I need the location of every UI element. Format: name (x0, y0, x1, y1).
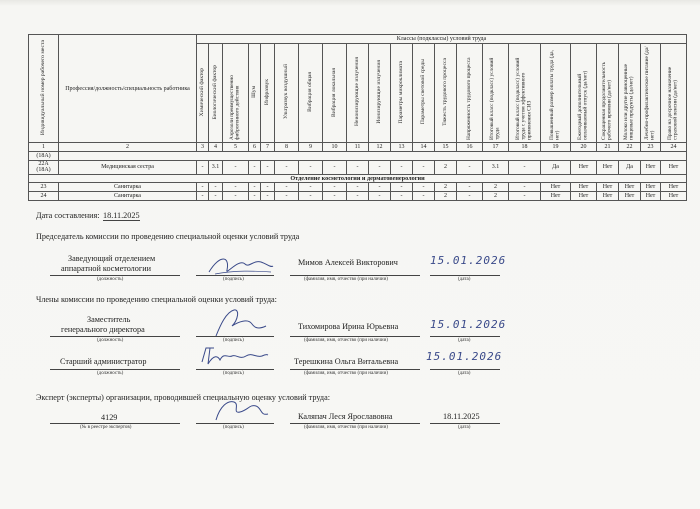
column-number: 14 (413, 143, 435, 152)
member1-name: Тихомирова Ирина Юрьевна (298, 322, 399, 331)
table-cell: - (223, 161, 249, 175)
header-workplace-number: Индивидуальный номер рабочего места (29, 35, 59, 143)
table-cell: - (323, 182, 347, 191)
header-profession: Профессия/должность/специальность работника (59, 35, 197, 143)
caption-position: (должность) (97, 338, 124, 343)
column-numbers-row (29, 143, 687, 152)
table-cell: Да (541, 161, 571, 175)
table-cell: - (261, 191, 275, 200)
header-factor: Тяжесть трудового процесса (435, 44, 457, 143)
table-cell: - (249, 191, 261, 200)
table-cell: - (457, 161, 483, 175)
header-factor: Аэрозоли преимущественно фиброгенного действия (223, 44, 249, 143)
expert-registry-number: 4129 (101, 413, 118, 422)
column-number: 23 (641, 143, 661, 152)
working-conditions-table (28, 34, 687, 201)
header-result: Молоко или другие равноценные пищевые продукты (да/нет) (619, 44, 641, 143)
column-number: 7 (261, 143, 275, 152)
chair-position: аппаратной косметологии (61, 264, 151, 273)
header-factor: Ионизирующие излучения (369, 44, 391, 143)
column-number: 20 (571, 143, 597, 152)
workplace-id: (18А) (29, 152, 59, 161)
table-cell: - (391, 191, 413, 200)
header-conditions-group: Классы (подклассы) условий труда (197, 35, 687, 44)
table-cell: - (209, 182, 223, 191)
caption-fio: (фамилия, имя, отчество (при наличии) (304, 338, 388, 343)
table-cell: - (413, 182, 435, 191)
table-cell: - (347, 161, 369, 175)
table-cell: Нет (641, 182, 661, 191)
table-cell: Нет (619, 182, 641, 191)
section-title: Отделение косметологии и дерматовенерологии (29, 174, 687, 182)
header-factor: Ультразвук воздушный (275, 44, 299, 143)
column-number: 24 (661, 143, 687, 152)
table-cell: - (275, 161, 299, 175)
expert-heading: Эксперт (эксперты) организации, проводившей специальную оценку условий труда: (36, 393, 330, 402)
caption-fio: (фамилия, имя, отчество (при наличии) (304, 277, 388, 282)
table-cell: - (223, 191, 249, 200)
column-number: 6 (249, 143, 261, 152)
expert-name: Каляпач Леся Ярославовна (298, 412, 393, 421)
table-cell: - (509, 191, 541, 200)
header-factor: Вибрация локальная (323, 44, 347, 143)
chair-heading: Председатель комиссии по проведению специальной оценки условий труда (36, 232, 300, 241)
workplace-id: 22А (18А) (29, 161, 59, 175)
column-number: 8 (275, 143, 299, 152)
members-heading: Члены комиссии по проведению специальной оценки условий труда: (36, 295, 277, 304)
caption-date: (дата) (458, 338, 471, 343)
table-cell: - (249, 161, 261, 175)
caption-signature: (подпись) (223, 371, 244, 376)
table-cell: - (509, 182, 541, 191)
column-number: 18 (509, 143, 541, 152)
header-factor: Инфразвук (261, 44, 275, 143)
table-cell: - (275, 191, 299, 200)
table-cell: Нет (541, 191, 571, 200)
table-cell: Нет (641, 191, 661, 200)
table-cell: 2 (435, 191, 457, 200)
column-number: 9 (299, 143, 323, 152)
table-cell: 3.1 (483, 161, 509, 175)
table-cell: - (457, 191, 483, 200)
caption-fio: (фамилия, имя, отчество (при наличии) (304, 371, 388, 376)
table-cell: Да (619, 161, 641, 175)
column-number: 16 (457, 143, 483, 152)
header-result: Итоговый класс (подкласс) условий труда с учетом эффективного применения СИЗ (509, 44, 541, 143)
table-cell: Нет (641, 161, 661, 175)
caption-position: (должность) (97, 277, 124, 282)
column-number: 13 (391, 143, 413, 152)
table-cell: - (299, 191, 323, 200)
profession-name: Санитарка (59, 191, 197, 200)
workplace-id: 24 (29, 191, 59, 200)
table-cell: 2 (483, 182, 509, 191)
member1-signature (208, 306, 268, 340)
header-result: Ежегодный дополнительный оплачиваемый отпуск (да/нет) (571, 44, 597, 143)
column-number: 21 (597, 143, 619, 152)
table-cell: - (197, 191, 209, 200)
table-cell: - (275, 182, 299, 191)
table-cell: - (413, 191, 435, 200)
member2-signature (198, 344, 270, 370)
member1-position: Заместитель (87, 315, 131, 324)
table-cell: - (457, 182, 483, 191)
column-number: 2 (59, 143, 197, 152)
table-cell: - (323, 161, 347, 175)
header-result: Право на досрочное назначение страховой пенсии (да/нет) (661, 44, 687, 143)
column-number: 17 (483, 143, 509, 152)
table-cell: - (369, 191, 391, 200)
table-cell: - (391, 182, 413, 191)
table-cell: - (369, 182, 391, 191)
table-cell: - (299, 182, 323, 191)
table-cell: - (261, 182, 275, 191)
header-factor: Шум (249, 44, 261, 143)
caption-signature: (подпись) (223, 425, 244, 430)
table-cell: Нет (571, 191, 597, 200)
profession-name: Санитарка (59, 182, 197, 191)
header-factor: Параметры световой среды (413, 44, 435, 143)
table-cell: Нет (571, 161, 597, 175)
table-cell: Нет (661, 161, 687, 175)
table-cell: Нет (619, 191, 641, 200)
caption-registry: (№ в реестре экспертов) (80, 425, 132, 430)
caption-date: (дата) (458, 371, 471, 376)
table-cell: Нет (597, 161, 619, 175)
date-label: Дата составления: (36, 211, 100, 220)
table-cell: Нет (597, 182, 619, 191)
caption-date: (дата) (458, 425, 471, 430)
header-factor: Вибрация общая (299, 44, 323, 143)
table-cell: Нет (541, 182, 571, 191)
caption-date: (дата) (458, 277, 471, 282)
table-cell: - (413, 161, 435, 175)
header-result: Итоговый класс (подкласс) условий труда (483, 44, 509, 143)
table-row (29, 182, 687, 191)
expert-date: 18.11.2025 (443, 412, 480, 421)
column-number: 15 (435, 143, 457, 152)
chair-signature (205, 252, 275, 278)
header-result: Лечебно-профилактическое питание (да/нет) (641, 44, 661, 143)
member2-date-handwritten: 15.01.2026 (426, 350, 503, 363)
member1-date-handwritten: 15.01.2026 (430, 318, 507, 331)
table-cell: 2 (483, 191, 509, 200)
table-cell: - (509, 161, 541, 175)
column-number: 22 (619, 143, 641, 152)
table-cell: - (391, 161, 413, 175)
table-cell: - (209, 191, 223, 200)
header-factor: Химический фактор (197, 44, 209, 143)
header-result: Повышенный размер оплаты труда (да, нет) (541, 44, 571, 143)
chair-position: Заведующий отделением (68, 254, 156, 263)
table-cell: Нет (661, 182, 687, 191)
chair-name: Мимов Алексей Викторович (298, 258, 398, 267)
member2-name: Терешкина Ольга Витальевна (294, 357, 399, 366)
table-row (29, 161, 687, 175)
table-cell: Нет (661, 191, 687, 200)
column-number: 19 (541, 143, 571, 152)
profession-name: Медицинская сестра (59, 161, 197, 175)
caption-position: (должность) (97, 371, 124, 376)
table-cell: Нет (571, 182, 597, 191)
table-cell: - (347, 182, 369, 191)
column-number: 4 (209, 143, 223, 152)
table-cell: 3.1 (209, 161, 223, 175)
column-number: 12 (369, 143, 391, 152)
empty-cell (59, 152, 687, 161)
column-number: 3 (197, 143, 209, 152)
member1-position: генерального директора (61, 325, 145, 334)
caption-fio: (фамилия, имя, отчество (при наличии) (304, 425, 388, 430)
caption-signature: (подпись) (223, 277, 244, 282)
table-cell: - (249, 182, 261, 191)
header-factor: Неионизирующие излучения (347, 44, 369, 143)
table-cell: - (223, 182, 249, 191)
caption-signature: (подпись) (223, 338, 244, 343)
table-cell: - (197, 182, 209, 191)
header-factor: Параметры микроклимата (391, 44, 413, 143)
table-cell: 2 (435, 182, 457, 191)
table-cell: - (197, 161, 209, 175)
table-cell: - (261, 161, 275, 175)
column-number: 1 (29, 143, 59, 152)
date-value: 18.11.2025 (103, 211, 140, 220)
column-number: 11 (347, 143, 369, 152)
table-cell: - (323, 191, 347, 200)
header-factor: Биологический фактор (209, 44, 223, 143)
table-cell: - (347, 191, 369, 200)
table-row (29, 191, 687, 200)
header-result: Сокращенная продолжительность рабочего времени (да/нет) (597, 44, 619, 143)
column-number: 5 (223, 143, 249, 152)
table-row (29, 152, 687, 161)
table-cell: - (299, 161, 323, 175)
table-cell: Нет (597, 191, 619, 200)
table-cell: 2 (435, 161, 457, 175)
header-factor: Напряженность трудового процесса (457, 44, 483, 143)
table-cell: - (369, 161, 391, 175)
chair-date-handwritten: 15.01.2026 (430, 254, 507, 267)
column-number: 10 (323, 143, 347, 152)
workplace-id: 23 (29, 182, 59, 191)
expert-signature (210, 396, 274, 424)
member2-position: Старший администратор (60, 357, 147, 366)
